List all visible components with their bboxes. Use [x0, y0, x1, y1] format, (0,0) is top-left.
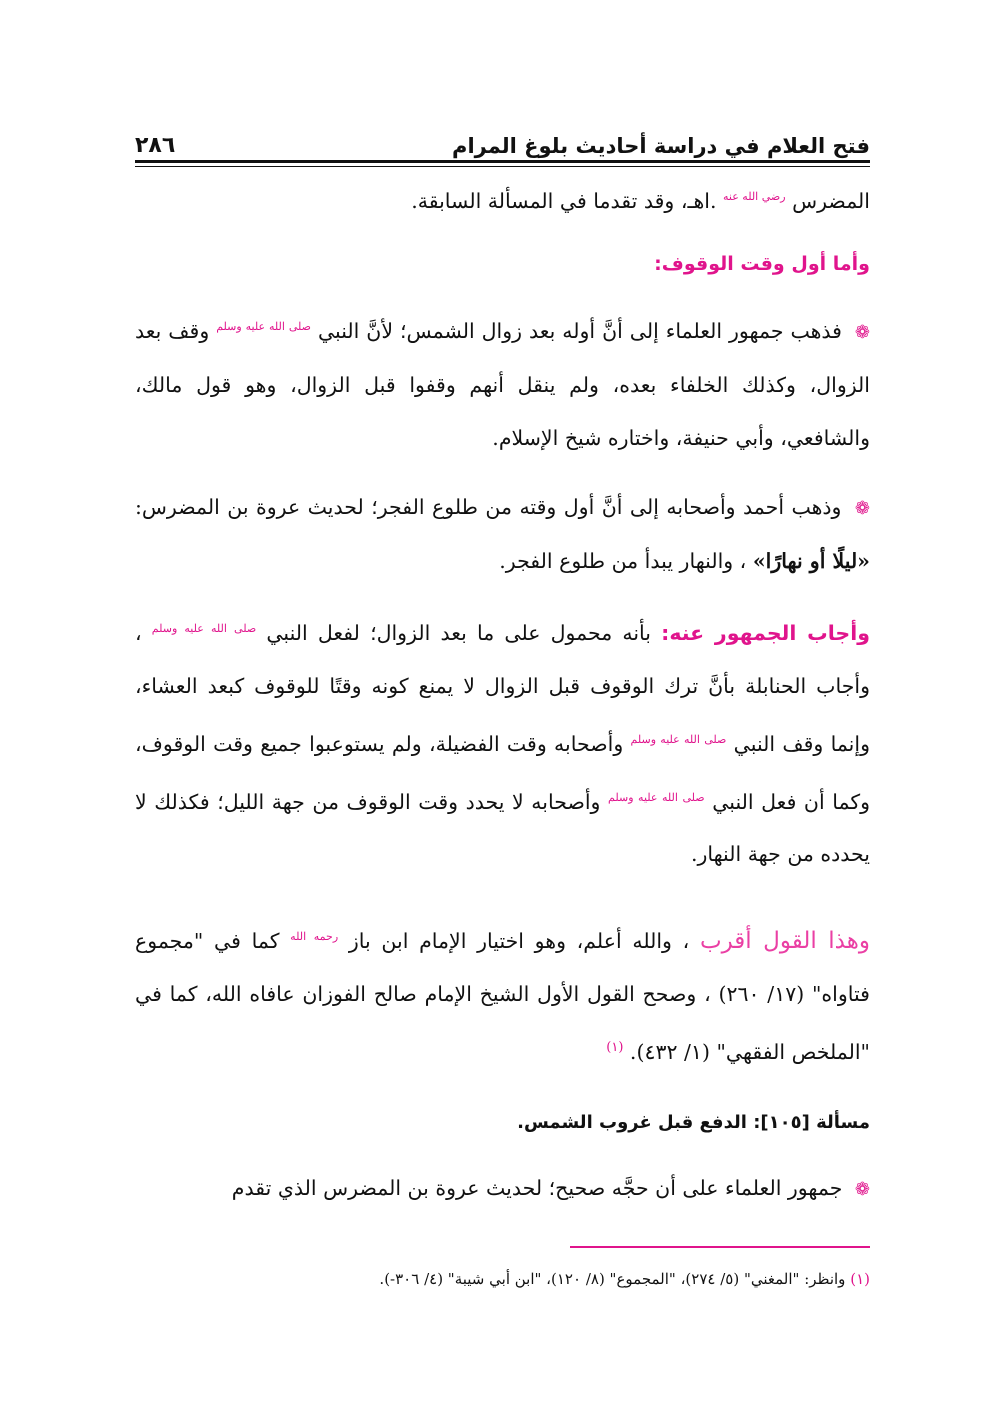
para4-part1: ، والله أعلم، وهو اختيار الإمام ابن باز [348, 928, 690, 953]
intro-text-before: المضرس [792, 188, 870, 213]
header-rule-thick [135, 160, 870, 163]
footnote-text: وانظر: "المغني" (٥/ ٢٧٤)، "المجموع" (٨/ ١٢٠)، "ابن أبي شيبة" (٤/ ٣٠٦-). [379, 1270, 846, 1288]
para4-part2: كما في [214, 928, 280, 953]
para1-part2: وقف بعد الزوال، وكذلك الخلفاء بعده، ولم ينقل أنهم وقفوا قبل الزوال، وهو قول مالك، والشافعي، وأبي حنيفة، واختاره شيخ الإسلام. [135, 318, 870, 450]
issue-number: مسألة [١٠٥]: [753, 1112, 870, 1133]
honorific-icon: صلى الله عليه وسلم [630, 732, 727, 746]
para3-part1: بأنه محمول على ما بعد الزوال؛ لفعل النبي [266, 620, 651, 645]
flower-ornament-icon: ❁ [854, 1179, 870, 1200]
para4-part3: ، وصحح القول الأول الشيخ الإمام صالح الفوزان عافاه الله، كما في [135, 981, 711, 1006]
running-header [135, 122, 870, 158]
issue-title: الدفع قبل غروب الشمس. [517, 1112, 747, 1133]
honorific-icon: رحمه الله [290, 930, 339, 943]
section-heading: وأما أول وقت الوقوف: [654, 253, 870, 275]
footnote-mark: (١) [850, 1270, 870, 1288]
paragraph-4 [135, 910, 870, 1079]
para2-part1: وذهب أحمد وأصحابه إلى أنَّ أول وقته من طلوع الفجر؛ لحديث عروة بن المضرس: [135, 495, 842, 519]
intro-text-after: .اهـ، وقد تقدما في المسألة السابقة. [411, 188, 717, 213]
para3-part3: وأصحابه وقت الفضيلة، ولم يستوعبوا جميع وقت الوقوف، وكما أن فعل النبي [135, 731, 870, 814]
honorific-icon: صلى الله عليه وسلم [151, 622, 257, 635]
honorific-icon: صلى الله عليه وسلم [216, 320, 311, 333]
footnote-separator [570, 1246, 870, 1248]
para3-part2: ، وأجاب الحنابلة بأنَّ ترك الوقوف قبل الزوال لا يمنع كونه وقتًا للوقوف كبعد العشاء، وإنما وقف النبي [135, 620, 870, 756]
hadith-quote: «ليلًا أو نهارًا» [752, 549, 870, 573]
honorific-icon: صلى الله عليه وسلم [608, 790, 705, 804]
book-title: فتح العلام في دراسة أحاديث بلوغ المرام [452, 134, 870, 158]
paragraph-5 [135, 1162, 870, 1216]
book-title-2: "الملخص الفقهي" [716, 1039, 870, 1064]
flower-ornament-icon: ❁ [854, 321, 870, 343]
page-number: ٢٨٦ [135, 133, 176, 158]
flower-ornament-icon: ❁ [854, 498, 870, 519]
book-title-1: "مجموع فتاواه" [135, 928, 870, 1006]
footnote [135, 1270, 870, 1288]
header-rule-thin [135, 166, 870, 167]
para3-lead: وأجاب الجمهور عنه: [661, 620, 870, 645]
paragraph-2 [135, 481, 870, 588]
footnote-reference[interactable]: (١) [606, 1039, 624, 1055]
para5-text: جمهور العلماء على أن حجَّه صحيح؛ لحديث عروة بن المضرس الذي تقدم [231, 1176, 843, 1200]
para1-part1: فذهب جمهور العلماء إلى أنَّ أوله بعد زوال الشمس؛ لأنَّ النبي [317, 318, 842, 343]
book-ref-1: (١٧/ ٢٦٠) [718, 981, 805, 1006]
honorific-icon: رضي الله عنه [723, 190, 786, 203]
paragraph-1 [135, 300, 870, 465]
intro-line [135, 170, 870, 228]
book-ref-2: (١/ ٤٣٢). [629, 1039, 710, 1064]
para4-lead: وهذا القول أقرب [699, 927, 870, 954]
para2-part2: ، والنهار يبدأ من طلوع الفجر. [499, 549, 747, 573]
para3-part4: وأصحابه لا يحدد وقت الوقوف من جهة الليل؛ فكذلك لا يحدده من جهة النهار. [135, 789, 870, 867]
paragraph-3 [135, 602, 870, 881]
issue-heading [135, 1112, 870, 1133]
